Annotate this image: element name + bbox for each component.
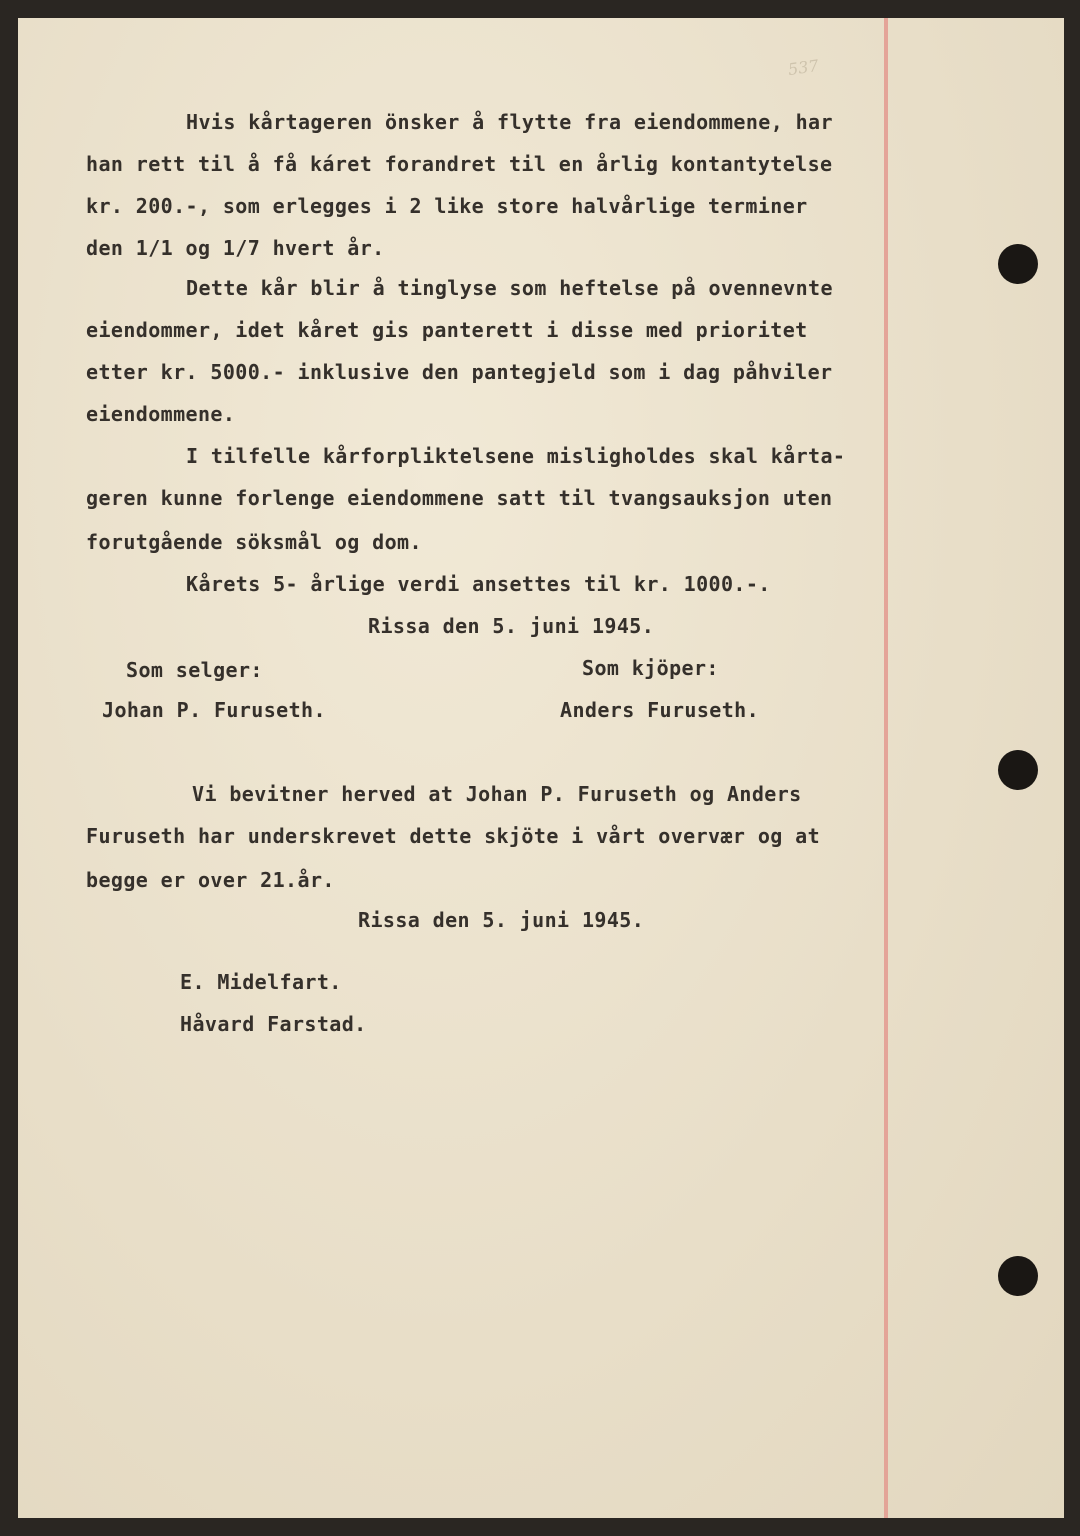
witness-text-line: Furuseth har underskrevet dette skjöte i vårt overvær og at	[86, 824, 821, 848]
text-line: Kårets 5- årlige verdi ansettes til kr. 1000.-.	[186, 572, 771, 596]
document-page	[18, 18, 1064, 1518]
punch-hole	[998, 1256, 1038, 1296]
page-number: 537	[786, 55, 820, 80]
text-line: etter kr. 5000.- inklusive den pantegjeld som i dag påhviler	[86, 360, 833, 384]
text-line: I tilfelle kårforpliktelsene misligholdes skal kårta-	[186, 444, 846, 468]
buyer-name: Anders Furuseth.	[560, 698, 760, 722]
text-line: Dette kår blir å tinglyse som heftelse på ovennevnte	[186, 276, 833, 300]
text-line: forutgående söksmål og dom.	[86, 530, 422, 554]
punch-hole	[998, 244, 1038, 284]
witness-text-line: Vi bevitner herved at Johan P. Furuseth og Anders	[192, 782, 802, 806]
place-date: Rissa den 5. juni 1945.	[358, 908, 645, 932]
seller-name: Johan P. Furuseth.	[102, 698, 326, 722]
place-date: Rissa den 5. juni 1945.	[368, 614, 655, 638]
text-line: eiendommene.	[86, 402, 236, 426]
text-line: eiendommer, idet kåret gis panterett i disse med prioritet	[86, 318, 808, 342]
text-line: kr. 200.-, som erlegges i 2 like store halvårlige terminer	[86, 194, 808, 218]
punch-hole	[998, 750, 1038, 790]
buyer-label: Som kjöper:	[582, 656, 719, 680]
text-line: han rett til å få káret forandret til en årlig kontantytelse	[86, 152, 833, 176]
witness-text-line: begge er over 21.år.	[86, 868, 335, 892]
seller-label: Som selger:	[126, 658, 263, 682]
margin-rule	[884, 18, 888, 1518]
text-line: den 1/1 og 1/7 hvert år.	[86, 236, 385, 260]
text-line: geren kunne forlenge eiendommene satt til tvangsauksjon uten	[86, 486, 833, 510]
witness-name: Håvard Farstad.	[180, 1012, 367, 1036]
witness-name: E. Midelfart.	[180, 970, 342, 994]
text-line: Hvis kårtageren önsker å flytte fra eiendommene, har	[186, 110, 833, 134]
